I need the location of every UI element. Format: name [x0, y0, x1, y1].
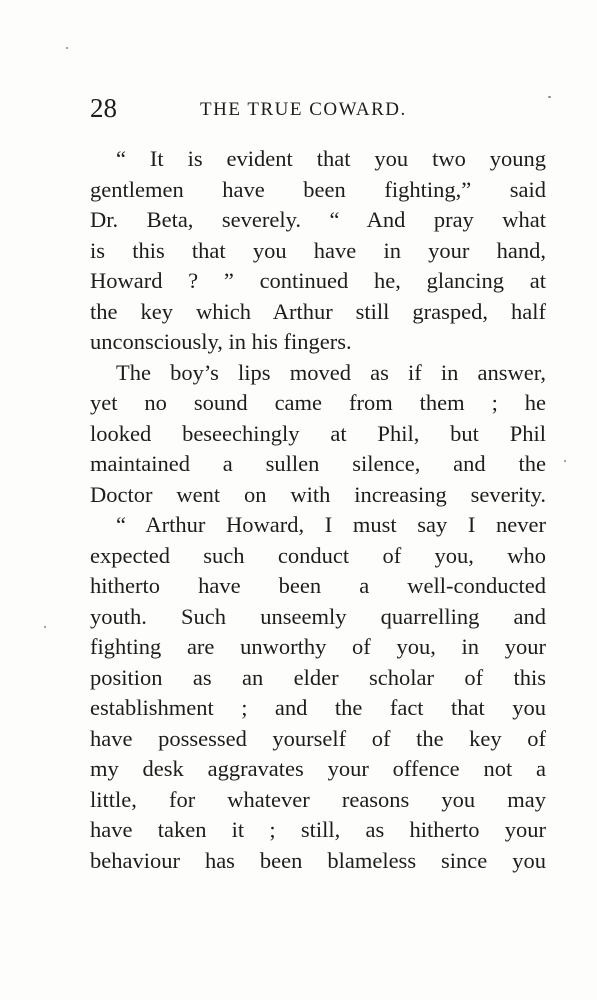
- text-line: Dr. Beta, severely. “ And pray what: [90, 207, 546, 232]
- paper-speck: [564, 460, 566, 462]
- paper-speck: [66, 47, 68, 49]
- paper-speck: [44, 626, 46, 628]
- text-line: position as an elder scholar of this: [90, 664, 546, 690]
- text-line: gentlemen have been fighting,” said: [90, 176, 546, 202]
- page-number: 28: [90, 93, 117, 123]
- text-line: unconsciously, in his fingers.: [90, 329, 352, 354]
- page-header: [90, 90, 546, 126]
- body-text: [90, 144, 546, 876]
- text-line: establishment ; and the fact that you: [90, 695, 546, 720]
- text-line: behaviour has been blameless since you: [90, 847, 546, 873]
- text-line: Doctor went on with increasing severity.: [90, 481, 546, 507]
- text-line: my desk aggravates your offence not a: [90, 756, 546, 781]
- text-line: have taken it ; still, as hitherto your: [90, 817, 546, 842]
- text-line: “ It is evident that you two young: [116, 146, 546, 171]
- text-line: fighting are unworthy of you, in your: [90, 634, 546, 659]
- text-line: yet no sound came from them ; he: [90, 390, 546, 415]
- running-title: THE TRUE COWARD.: [200, 99, 407, 120]
- text-line: maintained a sullen silence, and the: [90, 451, 546, 476]
- text-line: have possessed yourself of the key of: [90, 725, 546, 751]
- text-line: the key which Arthur still grasped, half: [90, 298, 546, 324]
- text-line: Howard ? ” continued he, glancing at: [90, 268, 546, 293]
- text-line: looked beseechingly at Phil, but Phil: [90, 420, 546, 446]
- text-line: “ Arthur Howard, I must say I never: [116, 512, 546, 537]
- paper-speck: [548, 96, 551, 98]
- text-line: youth. Such unseemly quarrelling and: [90, 603, 546, 629]
- text-line: expected such conduct of you, who: [90, 542, 546, 568]
- text-line: little, for whatever reasons you may: [90, 786, 546, 812]
- text-line: The boy’s lips moved as if in answer,: [116, 359, 546, 385]
- text-line: hitherto have been a well-conducted: [90, 573, 546, 598]
- text-line: is this that you have in your hand,: [90, 237, 546, 263]
